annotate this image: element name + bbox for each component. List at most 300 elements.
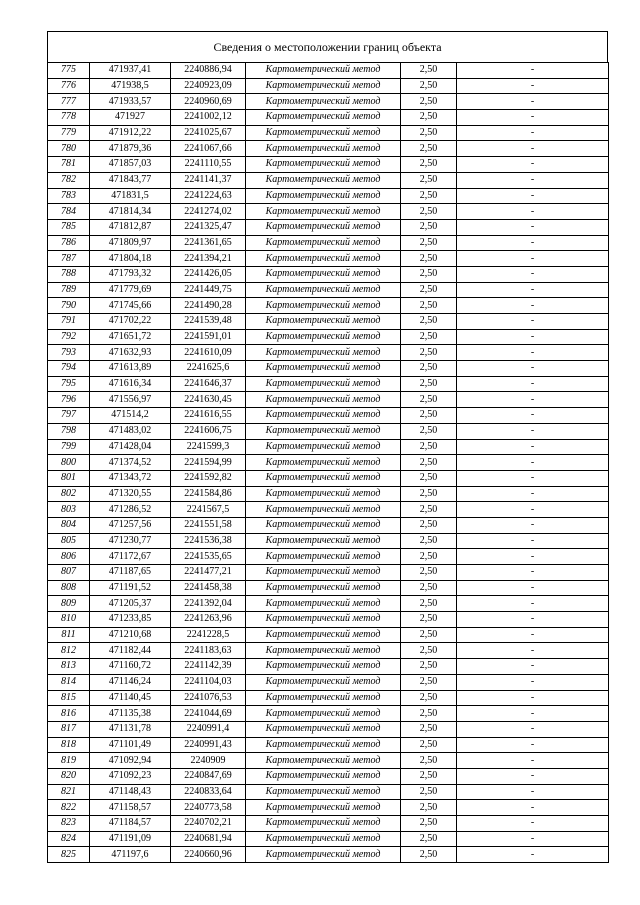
y-coordinate-cell: 2241104,03 xyxy=(171,674,246,690)
x-coordinate-cell: 471937,41 xyxy=(90,63,171,79)
point-number-cell: 811 xyxy=(48,627,90,643)
description-cell: - xyxy=(457,110,609,126)
x-coordinate-cell: 471374,52 xyxy=(90,455,171,471)
precision-cell: 2,50 xyxy=(401,361,457,377)
method-cell: Картометрический метод xyxy=(246,627,401,643)
precision-cell: 2,50 xyxy=(401,768,457,784)
point-number-cell: 797 xyxy=(48,408,90,424)
method-cell: Картометрический метод xyxy=(246,674,401,690)
x-coordinate-cell: 471831,5 xyxy=(90,188,171,204)
method-cell: Картометрический метод xyxy=(246,329,401,345)
point-number-cell: 798 xyxy=(48,423,90,439)
x-coordinate-cell: 471843,77 xyxy=(90,172,171,188)
description-cell: - xyxy=(457,298,609,314)
point-number-cell: 799 xyxy=(48,439,90,455)
x-coordinate-cell: 471320,55 xyxy=(90,486,171,502)
precision-cell: 2,50 xyxy=(401,251,457,267)
table-row xyxy=(48,533,609,549)
table-row xyxy=(48,486,609,502)
precision-cell: 2,50 xyxy=(401,141,457,157)
y-coordinate-cell: 2241630,45 xyxy=(171,392,246,408)
y-coordinate-cell: 2241025,67 xyxy=(171,125,246,141)
x-coordinate-cell: 471140,45 xyxy=(90,690,171,706)
method-cell: Картометрический метод xyxy=(246,737,401,753)
y-coordinate-cell: 2241535,65 xyxy=(171,549,246,565)
y-coordinate-cell: 2241228,5 xyxy=(171,627,246,643)
method-cell: Картометрический метод xyxy=(246,549,401,565)
precision-cell: 2,50 xyxy=(401,376,457,392)
precision-cell: 2,50 xyxy=(401,423,457,439)
table-row xyxy=(48,612,609,628)
description-cell: - xyxy=(457,784,609,800)
description-cell: - xyxy=(457,125,609,141)
description-cell: - xyxy=(457,533,609,549)
table-row xyxy=(48,110,609,126)
description-cell: - xyxy=(457,423,609,439)
table-row xyxy=(48,94,609,110)
point-number-cell: 818 xyxy=(48,737,90,753)
method-cell: Картометрический метод xyxy=(246,580,401,596)
description-cell: - xyxy=(457,549,609,565)
method-cell: Картометрический метод xyxy=(246,533,401,549)
x-coordinate-cell: 471230,77 xyxy=(90,533,171,549)
y-coordinate-cell: 2241183,63 xyxy=(171,643,246,659)
point-number-cell: 790 xyxy=(48,298,90,314)
x-coordinate-cell: 471187,65 xyxy=(90,565,171,581)
precision-cell: 2,50 xyxy=(401,816,457,832)
method-cell: Картометрический метод xyxy=(246,266,401,282)
description-cell: - xyxy=(457,612,609,628)
y-coordinate-cell: 2241263,96 xyxy=(171,612,246,628)
y-coordinate-cell: 2240991,4 xyxy=(171,721,246,737)
table-row xyxy=(48,298,609,314)
method-cell: Картометрический метод xyxy=(246,800,401,816)
x-coordinate-cell: 471135,38 xyxy=(90,706,171,722)
point-number-cell: 794 xyxy=(48,361,90,377)
y-coordinate-cell: 2241551,58 xyxy=(171,517,246,533)
method-cell: Картометрический метод xyxy=(246,423,401,439)
precision-cell: 2,50 xyxy=(401,533,457,549)
x-coordinate-cell: 471101,49 xyxy=(90,737,171,753)
table-row xyxy=(48,219,609,235)
method-cell: Картометрический метод xyxy=(246,565,401,581)
y-coordinate-cell: 2241426,05 xyxy=(171,266,246,282)
precision-cell: 2,50 xyxy=(401,266,457,282)
method-cell: Картометрический метод xyxy=(246,439,401,455)
y-coordinate-cell: 2241599,3 xyxy=(171,439,246,455)
precision-cell: 2,50 xyxy=(401,157,457,173)
y-coordinate-cell: 2240960,69 xyxy=(171,94,246,110)
method-cell: Картометрический метод xyxy=(246,706,401,722)
table-row xyxy=(48,721,609,737)
precision-cell: 2,50 xyxy=(401,674,457,690)
precision-cell: 2,50 xyxy=(401,706,457,722)
y-coordinate-cell: 2240702,21 xyxy=(171,816,246,832)
y-coordinate-cell: 2241224,63 xyxy=(171,188,246,204)
precision-cell: 2,50 xyxy=(401,172,457,188)
method-cell: Картометрический метод xyxy=(246,721,401,737)
description-cell: - xyxy=(457,643,609,659)
x-coordinate-cell: 471233,85 xyxy=(90,612,171,628)
precision-cell: 2,50 xyxy=(401,517,457,533)
description-cell: - xyxy=(457,455,609,471)
description-cell: - xyxy=(457,345,609,361)
y-coordinate-cell: 2240847,69 xyxy=(171,768,246,784)
precision-cell: 2,50 xyxy=(401,721,457,737)
method-cell: Картометрический метод xyxy=(246,847,401,863)
precision-cell: 2,50 xyxy=(401,486,457,502)
method-cell: Картометрический метод xyxy=(246,659,401,675)
precision-cell: 2,50 xyxy=(401,204,457,220)
y-coordinate-cell: 2240681,94 xyxy=(171,831,246,847)
y-coordinate-cell: 2241625,6 xyxy=(171,361,246,377)
method-cell: Картометрический метод xyxy=(246,376,401,392)
y-coordinate-cell: 2241477,21 xyxy=(171,565,246,581)
description-cell: - xyxy=(457,157,609,173)
table-row xyxy=(48,627,609,643)
table-row xyxy=(48,188,609,204)
description-cell: - xyxy=(457,706,609,722)
description-cell: - xyxy=(457,721,609,737)
precision-cell: 2,50 xyxy=(401,78,457,94)
point-number-cell: 820 xyxy=(48,768,90,784)
method-cell: Картометрический метод xyxy=(246,612,401,628)
precision-cell: 2,50 xyxy=(401,470,457,486)
x-coordinate-cell: 471257,56 xyxy=(90,517,171,533)
description-cell: - xyxy=(457,847,609,863)
table-row xyxy=(48,376,609,392)
method-cell: Картометрический метод xyxy=(246,408,401,424)
method-cell: Картометрический метод xyxy=(246,392,401,408)
precision-cell: 2,50 xyxy=(401,627,457,643)
x-coordinate-cell: 471745,66 xyxy=(90,298,171,314)
point-number-cell: 789 xyxy=(48,282,90,298)
method-cell: Картометрический метод xyxy=(246,63,401,79)
y-coordinate-cell: 2241610,09 xyxy=(171,345,246,361)
y-coordinate-cell: 2240886,94 xyxy=(171,63,246,79)
method-cell: Картометрический метод xyxy=(246,361,401,377)
precision-cell: 2,50 xyxy=(401,298,457,314)
table-row xyxy=(48,847,609,863)
description-cell: - xyxy=(457,376,609,392)
method-cell: Картометрический метод xyxy=(246,486,401,502)
table-row xyxy=(48,392,609,408)
precision-cell: 2,50 xyxy=(401,329,457,345)
table-row xyxy=(48,204,609,220)
precision-cell: 2,50 xyxy=(401,612,457,628)
method-cell: Картометрический метод xyxy=(246,125,401,141)
point-number-cell: 777 xyxy=(48,94,90,110)
table-row xyxy=(48,690,609,706)
description-cell: - xyxy=(457,408,609,424)
x-coordinate-cell: 471343,72 xyxy=(90,470,171,486)
y-coordinate-cell: 2241606,75 xyxy=(171,423,246,439)
table-row xyxy=(48,455,609,471)
x-coordinate-cell: 471879,36 xyxy=(90,141,171,157)
method-cell: Картометрический метод xyxy=(246,235,401,251)
precision-cell: 2,50 xyxy=(401,690,457,706)
point-number-cell: 817 xyxy=(48,721,90,737)
table-row xyxy=(48,314,609,330)
precision-cell: 2,50 xyxy=(401,753,457,769)
x-coordinate-cell: 471616,34 xyxy=(90,376,171,392)
method-cell: Картометрический метод xyxy=(246,78,401,94)
method-cell: Картометрический метод xyxy=(246,204,401,220)
point-number-cell: 825 xyxy=(48,847,90,863)
point-number-cell: 812 xyxy=(48,643,90,659)
y-coordinate-cell: 2241141,37 xyxy=(171,172,246,188)
y-coordinate-cell: 2241458,38 xyxy=(171,580,246,596)
table-row xyxy=(48,78,609,94)
table-row xyxy=(48,659,609,675)
method-cell: Картометрический метод xyxy=(246,517,401,533)
point-number-cell: 802 xyxy=(48,486,90,502)
coordinates-table xyxy=(47,62,609,863)
description-cell: - xyxy=(457,266,609,282)
description-cell: - xyxy=(457,282,609,298)
description-cell: - xyxy=(457,94,609,110)
point-number-cell: 784 xyxy=(48,204,90,220)
description-cell: - xyxy=(457,753,609,769)
table-row xyxy=(48,157,609,173)
precision-cell: 2,50 xyxy=(401,737,457,753)
description-cell: - xyxy=(457,800,609,816)
y-coordinate-cell: 2241325,47 xyxy=(171,219,246,235)
table-row xyxy=(48,329,609,345)
method-cell: Картометрический метод xyxy=(246,690,401,706)
description-cell: - xyxy=(457,565,609,581)
y-coordinate-cell: 2241594,99 xyxy=(171,455,246,471)
point-number-cell: 806 xyxy=(48,549,90,565)
precision-cell: 2,50 xyxy=(401,282,457,298)
precision-cell: 2,50 xyxy=(401,831,457,847)
point-number-cell: 796 xyxy=(48,392,90,408)
description-cell: - xyxy=(457,251,609,267)
point-number-cell: 801 xyxy=(48,470,90,486)
y-coordinate-cell: 2241361,65 xyxy=(171,235,246,251)
point-number-cell: 824 xyxy=(48,831,90,847)
y-coordinate-cell: 2241616,55 xyxy=(171,408,246,424)
point-number-cell: 793 xyxy=(48,345,90,361)
x-coordinate-cell: 471184,57 xyxy=(90,816,171,832)
point-number-cell: 775 xyxy=(48,63,90,79)
precision-cell: 2,50 xyxy=(401,345,457,361)
y-coordinate-cell: 2241392,04 xyxy=(171,596,246,612)
x-coordinate-cell: 471651,72 xyxy=(90,329,171,345)
table-row xyxy=(48,549,609,565)
precision-cell: 2,50 xyxy=(401,188,457,204)
description-cell: - xyxy=(457,502,609,518)
x-coordinate-cell: 471210,68 xyxy=(90,627,171,643)
method-cell: Картометрический метод xyxy=(246,816,401,832)
table-row xyxy=(48,125,609,141)
precision-cell: 2,50 xyxy=(401,549,457,565)
precision-cell: 2,50 xyxy=(401,219,457,235)
coordinates-table-body xyxy=(48,63,609,863)
precision-cell: 2,50 xyxy=(401,314,457,330)
table-row xyxy=(48,643,609,659)
method-cell: Картометрический метод xyxy=(246,470,401,486)
precision-cell: 2,50 xyxy=(401,847,457,863)
description-cell: - xyxy=(457,392,609,408)
y-coordinate-cell: 2241536,38 xyxy=(171,533,246,549)
table-row xyxy=(48,63,609,79)
y-coordinate-cell: 2241449,75 xyxy=(171,282,246,298)
description-cell: - xyxy=(457,580,609,596)
point-number-cell: 816 xyxy=(48,706,90,722)
precision-cell: 2,50 xyxy=(401,659,457,675)
x-coordinate-cell: 471927 xyxy=(90,110,171,126)
method-cell: Картометрический метод xyxy=(246,282,401,298)
x-coordinate-cell: 471483,02 xyxy=(90,423,171,439)
y-coordinate-cell: 2241567,5 xyxy=(171,502,246,518)
y-coordinate-cell: 2241591,01 xyxy=(171,329,246,345)
x-coordinate-cell: 471793,32 xyxy=(90,266,171,282)
table-row xyxy=(48,282,609,298)
table-row xyxy=(48,502,609,518)
description-cell: - xyxy=(457,204,609,220)
point-number-cell: 795 xyxy=(48,376,90,392)
method-cell: Картометрический метод xyxy=(246,298,401,314)
point-number-cell: 822 xyxy=(48,800,90,816)
method-cell: Картометрический метод xyxy=(246,596,401,612)
method-cell: Картометрический метод xyxy=(246,643,401,659)
description-cell: - xyxy=(457,78,609,94)
precision-cell: 2,50 xyxy=(401,643,457,659)
y-coordinate-cell: 2240833,64 xyxy=(171,784,246,800)
point-number-cell: 808 xyxy=(48,580,90,596)
method-cell: Картометрический метод xyxy=(246,455,401,471)
x-coordinate-cell: 471146,24 xyxy=(90,674,171,690)
table-row xyxy=(48,439,609,455)
table-row xyxy=(48,251,609,267)
description-cell: - xyxy=(457,141,609,157)
method-cell: Картометрический метод xyxy=(246,345,401,361)
y-coordinate-cell: 2241490,28 xyxy=(171,298,246,314)
x-coordinate-cell: 471158,57 xyxy=(90,800,171,816)
method-cell: Картометрический метод xyxy=(246,157,401,173)
point-number-cell: 815 xyxy=(48,690,90,706)
y-coordinate-cell: 2241044,69 xyxy=(171,706,246,722)
precision-cell: 2,50 xyxy=(401,800,457,816)
x-coordinate-cell: 471172,67 xyxy=(90,549,171,565)
table-row xyxy=(48,470,609,486)
method-cell: Картометрический метод xyxy=(246,753,401,769)
description-cell: - xyxy=(457,470,609,486)
x-coordinate-cell: 471191,52 xyxy=(90,580,171,596)
boundary-table-sheet xyxy=(47,31,608,863)
y-coordinate-cell: 2241394,21 xyxy=(171,251,246,267)
y-coordinate-cell: 2240773,58 xyxy=(171,800,246,816)
description-cell: - xyxy=(457,768,609,784)
precision-cell: 2,50 xyxy=(401,455,457,471)
y-coordinate-cell: 2241592,82 xyxy=(171,470,246,486)
precision-cell: 2,50 xyxy=(401,439,457,455)
precision-cell: 2,50 xyxy=(401,125,457,141)
point-number-cell: 804 xyxy=(48,517,90,533)
description-cell: - xyxy=(457,690,609,706)
x-coordinate-cell: 471286,52 xyxy=(90,502,171,518)
table-row xyxy=(48,816,609,832)
y-coordinate-cell: 2240991,43 xyxy=(171,737,246,753)
x-coordinate-cell: 471812,87 xyxy=(90,219,171,235)
precision-cell: 2,50 xyxy=(401,565,457,581)
method-cell: Картометрический метод xyxy=(246,784,401,800)
y-coordinate-cell: 2241584,86 xyxy=(171,486,246,502)
x-coordinate-cell: 471702,22 xyxy=(90,314,171,330)
x-coordinate-cell: 471556,97 xyxy=(90,392,171,408)
method-cell: Картометрический метод xyxy=(246,172,401,188)
table-row xyxy=(48,800,609,816)
x-coordinate-cell: 471814,34 xyxy=(90,204,171,220)
y-coordinate-cell: 2240909 xyxy=(171,753,246,769)
x-coordinate-cell: 471514,2 xyxy=(90,408,171,424)
y-coordinate-cell: 2241539,48 xyxy=(171,314,246,330)
method-cell: Картометрический метод xyxy=(246,94,401,110)
description-cell: - xyxy=(457,659,609,675)
method-cell: Картометрический метод xyxy=(246,141,401,157)
x-coordinate-cell: 471428,04 xyxy=(90,439,171,455)
x-coordinate-cell: 471804,18 xyxy=(90,251,171,267)
method-cell: Картометрический метод xyxy=(246,768,401,784)
table-row xyxy=(48,235,609,251)
x-coordinate-cell: 471191,09 xyxy=(90,831,171,847)
table-row xyxy=(48,737,609,753)
description-cell: - xyxy=(457,439,609,455)
x-coordinate-cell: 471092,94 xyxy=(90,753,171,769)
table-row xyxy=(48,753,609,769)
point-number-cell: 781 xyxy=(48,157,90,173)
description-cell: - xyxy=(457,188,609,204)
method-cell: Картометрический метод xyxy=(246,314,401,330)
x-coordinate-cell: 471205,37 xyxy=(90,596,171,612)
point-number-cell: 791 xyxy=(48,314,90,330)
point-number-cell: 779 xyxy=(48,125,90,141)
table-row xyxy=(48,361,609,377)
x-coordinate-cell: 471131,78 xyxy=(90,721,171,737)
precision-cell: 2,50 xyxy=(401,596,457,612)
description-cell: - xyxy=(457,63,609,79)
description-cell: - xyxy=(457,674,609,690)
y-coordinate-cell: 2241076,53 xyxy=(171,690,246,706)
x-coordinate-cell: 471092,23 xyxy=(90,768,171,784)
precision-cell: 2,50 xyxy=(401,580,457,596)
point-number-cell: 823 xyxy=(48,816,90,832)
point-number-cell: 800 xyxy=(48,455,90,471)
y-coordinate-cell: 2241067,66 xyxy=(171,141,246,157)
description-cell: - xyxy=(457,596,609,612)
point-number-cell: 782 xyxy=(48,172,90,188)
table-row xyxy=(48,768,609,784)
x-coordinate-cell: 471632,93 xyxy=(90,345,171,361)
table-row xyxy=(48,517,609,533)
table-row xyxy=(48,408,609,424)
description-cell: - xyxy=(457,361,609,377)
table-row xyxy=(48,565,609,581)
description-cell: - xyxy=(457,627,609,643)
point-number-cell: 821 xyxy=(48,784,90,800)
description-cell: - xyxy=(457,816,609,832)
x-coordinate-cell: 471912,22 xyxy=(90,125,171,141)
precision-cell: 2,50 xyxy=(401,408,457,424)
x-coordinate-cell: 471933,57 xyxy=(90,94,171,110)
table-row xyxy=(48,172,609,188)
y-coordinate-cell: 2241646,37 xyxy=(171,376,246,392)
point-number-cell: 788 xyxy=(48,266,90,282)
table-row xyxy=(48,784,609,800)
method-cell: Картометрический метод xyxy=(246,110,401,126)
description-cell: - xyxy=(457,329,609,345)
